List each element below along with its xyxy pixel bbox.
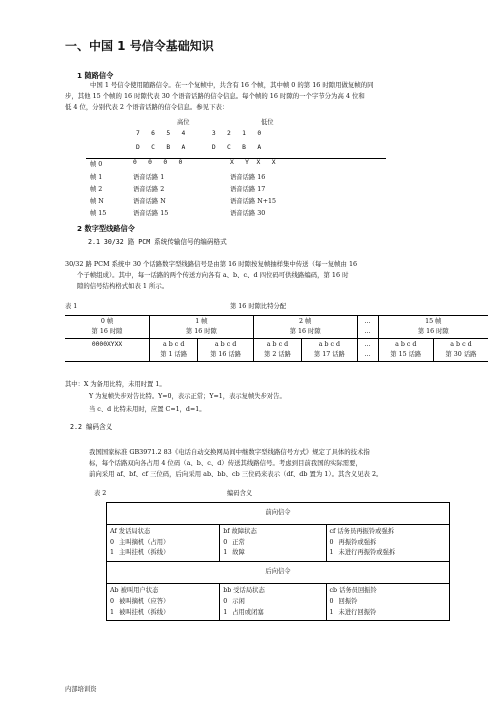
paragraph-line: 低 4 位，分别代表 2 个语音话路的信令信息。参见下表： bbox=[65, 103, 229, 111]
table-cell: a b c d 第 15 话路 bbox=[378, 339, 433, 362]
table1-label: 表 1 bbox=[65, 303, 78, 310]
table-cell: 1 帧 第 16 时隙 bbox=[150, 316, 254, 339]
section-heading-digital-line-signaling: 2 数字型线路信令 bbox=[77, 224, 135, 233]
paragraph-line: 隙的信号结构格式如表 1 所示。 bbox=[77, 282, 169, 290]
note-line: Y 为复帧失步对告比特。Y=0，表示正常；Y=1，表示复帧失步对告。 bbox=[89, 393, 286, 400]
abcd-header: D C B A D C B A bbox=[136, 144, 262, 151]
table-cell: a b c d 第 30 话路 bbox=[433, 339, 488, 362]
paragraph-line: 个子帧组成）。其中，每一话路的两个传送方向各有 a、b、c、d 四位码可供线路编码，第 16 时 bbox=[77, 271, 349, 279]
table-cell: 0 帧 第 16 时隙 bbox=[65, 316, 150, 339]
table-cell: a b c d 第 16 话路 bbox=[198, 339, 253, 362]
table-cell: a b c d 第 1 话路 bbox=[150, 339, 198, 362]
table-row bbox=[65, 316, 488, 339]
table-cell: a b c d 第 17 话路 bbox=[302, 339, 357, 362]
table-row bbox=[107, 503, 450, 525]
bit-numbers: 7 6 5 4 3 2 1 0 bbox=[136, 130, 262, 137]
table-row bbox=[107, 524, 450, 561]
paragraph-line: 标，每个话路双向各占用 4 位码（a、b、c、d）传送其线路信号。考虑到目前我国的实际需要， bbox=[89, 459, 362, 467]
table-cell: Ab 被叫用户状态 0 被叫摘机（应答） 1 被叫挂机（拆线） bbox=[107, 583, 220, 620]
forward-signaling-header: 前向信令 bbox=[107, 503, 450, 525]
table-cell: bf 故障状态 0 正常 1 故障 bbox=[220, 524, 326, 561]
table-row bbox=[107, 562, 450, 584]
paragraph-line: 步，其他 15 个帧的 16 时隙代表 30 个语音话路的信令信息。每个帧的 16 时隙的一个字节分为高 4 位和 bbox=[65, 92, 365, 100]
note-line: 其中：X 为备用比特，未用时置 1。 bbox=[65, 381, 166, 388]
table-cell: 0000XYXX bbox=[65, 339, 150, 362]
coding-meaning-table bbox=[106, 502, 450, 621]
page-footer: 内部培训资 bbox=[65, 686, 97, 693]
table2-label: 表 2 bbox=[94, 490, 107, 497]
paragraph-line: 中国 1 号信令使用随路信令。在一个复帧中，共含有 16 个帧，其中帧 0 的第 16 时隙用做复帧的同 bbox=[90, 81, 374, 89]
backward-signaling-header: 后向信令 bbox=[107, 562, 450, 584]
table-cell: 15 帧 第 16 时隙 bbox=[378, 316, 488, 339]
table-row bbox=[107, 583, 450, 620]
table2-caption: 编码含义 bbox=[227, 490, 253, 497]
table-cell: 2 帧 第 16 时隙 bbox=[253, 316, 357, 339]
paragraph-line: 30/32 路 PCM 系统中 30 个话路数字型线路信号是由第 16 时隙按复帧抽样集中传送（每一复帧由 16 bbox=[65, 260, 358, 268]
note-line: 当 c、d 比特未用时，应置 C=1，d=1。 bbox=[89, 406, 206, 413]
subsection-heading-coding: 2.2 编码含义 bbox=[70, 423, 113, 431]
table-cell: … … bbox=[357, 339, 378, 362]
table-cell: cb 话务员回振铃 0 回振铃 1 未进行回振铃 bbox=[326, 583, 449, 620]
high-bits-header: 高位 bbox=[177, 119, 190, 126]
table-cell: … … bbox=[357, 316, 378, 339]
timeslot-bit-allocation-table bbox=[65, 315, 488, 362]
page-title: 一、中国 1 号信令基础知识 bbox=[65, 39, 214, 53]
paragraph-line: 我国国家标准 GB3971.2 83《电话自动交换网局间中继数字型线路信号方式》规定了具体的技术指 bbox=[89, 448, 370, 456]
section-heading-channel-signaling: 1 随路信令 bbox=[77, 71, 114, 80]
paragraph-line: 前向采用 af、bf、cf 三位码，后向采用 ab、bb、cb 三位码来表示（df、db 置为 1）。其含义见表 2。 bbox=[89, 470, 383, 478]
low-bits-header: 低位 bbox=[261, 119, 274, 126]
table1-caption: 第 16 时隙比特分配 bbox=[230, 303, 287, 310]
frame-table: 帧 0 0 0 0 0 X Y X X 帧 1 语音话路 1 语音话路 16 帧 2 语音话路 2 语音话路 17 帧 N 语音话路 N 语音话路 N+15 帧 15 语音话路 15 语音话路 30 bbox=[86, 158, 386, 220]
table-cell: Af 发话局状态 0 主叫摘机（占用） 1 主叫挂机（拆线） bbox=[107, 524, 220, 561]
table-cell: cf 话务员再振铃或强拆 0 再振铃或强拆 1 未进行再振铃或强拆 bbox=[326, 524, 449, 561]
table-cell: bb 受话局状态 0 示闲 1 占用或闭塞 bbox=[220, 583, 326, 620]
table-row bbox=[65, 339, 488, 362]
table-cell: a b c d 第 2 话路 bbox=[253, 339, 301, 362]
subsection-heading-pcm: 2.1 30/32 路 PCM 系统传输信号的编码格式 bbox=[88, 238, 227, 246]
